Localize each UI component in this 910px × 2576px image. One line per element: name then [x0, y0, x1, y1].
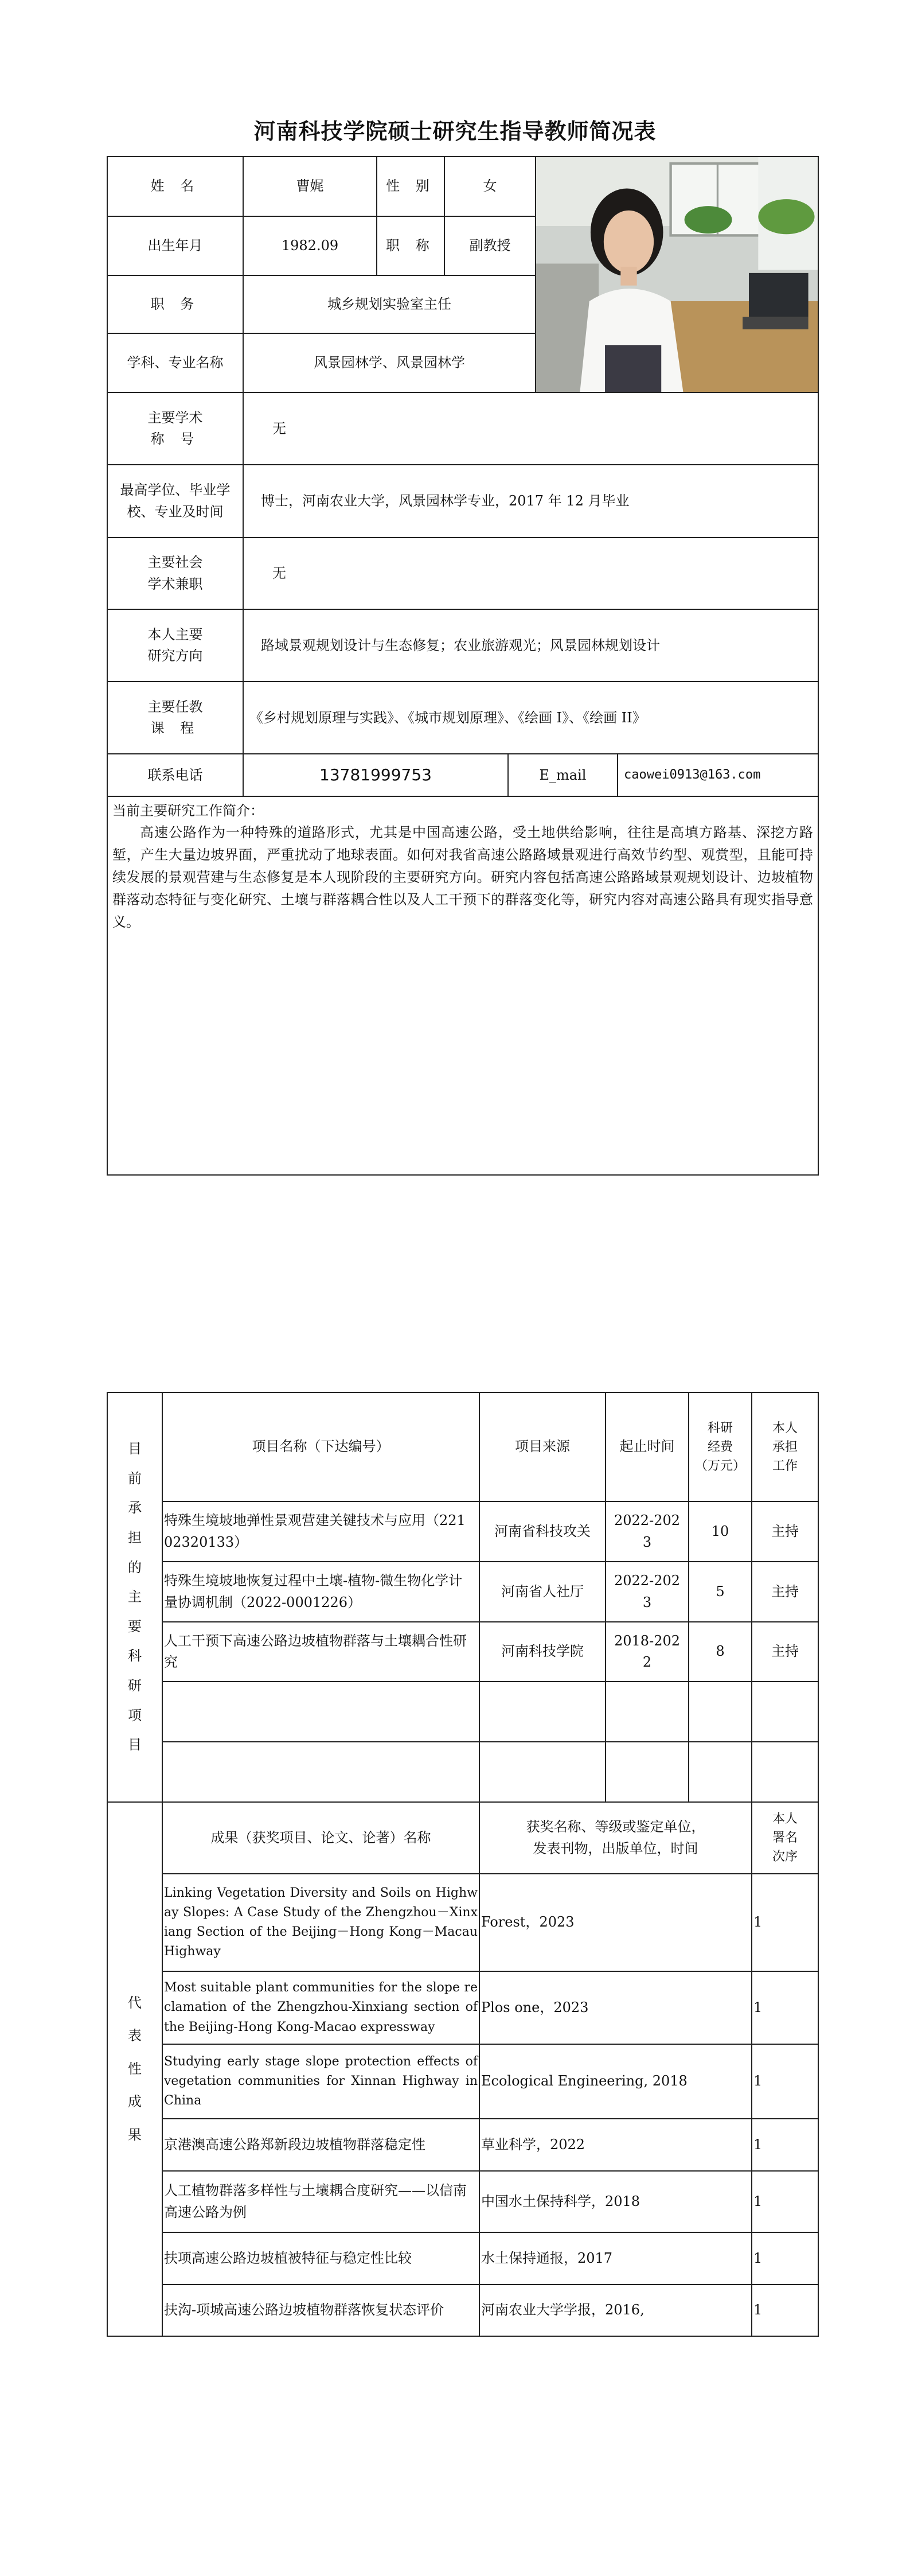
project-name: 特殊生境坡地恢复过程中土壤-植物-微生物化学计量协调机制（2022-0001226） — [162, 1562, 479, 1622]
email-label: E_mail — [508, 754, 618, 796]
table-row — [107, 2285, 818, 2336]
discipline-label: 学科、专业名称 — [107, 333, 243, 392]
project-source: 河南科技学院 — [479, 1622, 606, 1682]
birth-label: 出生年月 — [107, 216, 243, 275]
table-row — [107, 1562, 818, 1622]
project-funding: 5 — [689, 1562, 752, 1622]
courses-label — [107, 682, 243, 754]
phone-label: 联系电话 — [107, 754, 243, 796]
achievement-venue: Forest，2023 — [479, 1874, 752, 1971]
achievement-order: 1 — [752, 1874, 818, 1971]
project-period: 2022-2023 — [606, 1501, 689, 1562]
achievement-venue: 水土保持通报，2017 — [479, 2232, 752, 2285]
projects-side-char: 的 — [128, 1559, 142, 1575]
achievement-order: 1 — [752, 2285, 818, 2336]
project-period-header: 起止时间 — [606, 1392, 689, 1501]
projects-side-char: 目 — [128, 1441, 142, 1457]
achievement-venue-header: 获奖名称、等级或鉴定单位， 发表刊物，出版单位，时间 — [479, 1802, 752, 1874]
achievement-order: 1 — [752, 2232, 818, 2285]
achievement-venue: 河南农业大学学报，2016, — [479, 2285, 752, 2336]
post-label: 职 务 — [107, 275, 243, 334]
empty-cell — [162, 1682, 479, 1742]
degree-label-line2: 校、专业及时间 — [127, 503, 224, 520]
honor-label-line1: 主要学术 — [147, 409, 203, 426]
projects-side-char: 主 — [128, 1589, 142, 1605]
project-funding: 8 — [689, 1622, 752, 1682]
project-name-header: 项目名称（下达编号） — [162, 1392, 479, 1501]
empty-cell — [606, 1682, 689, 1742]
projects-side-char: 目 — [128, 1737, 142, 1753]
empty-cell — [752, 1742, 818, 1802]
achievement-name: Studying early stage slope protection effects of vegetation communities for Xinnan Highway in China — [162, 2044, 479, 2119]
portrait-photo — [536, 157, 818, 392]
achievement-order: 1 — [752, 2119, 818, 2171]
projects-side-char: 担 — [128, 1530, 142, 1546]
achievement-name: 人工植物群落多样性与土壤耦合度研究——以信南高速公路为例 — [162, 2171, 479, 2232]
projects-side-char: 项 — [128, 1707, 142, 1723]
empty-cell — [162, 1742, 479, 1802]
empty-cell — [752, 1682, 818, 1742]
project-source: 河南省人社厅 — [479, 1562, 606, 1622]
honor-label-line2: 称 号 — [150, 431, 200, 448]
degree-label — [107, 465, 243, 538]
social-label — [107, 538, 243, 609]
table-row — [107, 2232, 818, 2285]
courses-label-line1: 主要任教 — [147, 698, 203, 715]
birth-value: 1982.09 — [243, 216, 377, 275]
research-table — [107, 1392, 819, 2337]
achievement-order-header: 本人 署名 次序 — [752, 1802, 818, 1874]
project-source-header: 项目来源 — [479, 1392, 606, 1501]
table-row — [107, 1682, 818, 1742]
intro-heading: 当前主要研究工作简介： — [112, 803, 264, 819]
name-value: 曹娓 — [243, 157, 377, 216]
table-row — [107, 1742, 818, 1802]
achievements-side-label — [107, 1802, 162, 2336]
projects-side-char: 要 — [128, 1618, 142, 1635]
degree-value: 博士，河南农业大学，风景园林学专业，2017 年 12 月毕业 — [243, 465, 818, 538]
table-row — [107, 1874, 818, 1971]
research-label-line2: 研究方向 — [147, 648, 203, 664]
page-title: 河南科技学院硕士研究生指导教师简况表 — [253, 119, 657, 144]
table-row — [107, 1971, 818, 2044]
research-intro — [107, 796, 818, 1175]
discipline-value: 风景园林学、风景园林学 — [243, 333, 536, 392]
empty-cell — [689, 1682, 752, 1742]
degree-label-line1: 最高学位、毕业学 — [120, 482, 231, 499]
project-period: 2022-2023 — [606, 1562, 689, 1622]
projects-side-char: 研 — [128, 1677, 142, 1694]
courses-value: 《乡村规划原理与实践》、《城市规划原理》、《绘画 I》、《绘画 II》 — [243, 682, 818, 754]
achievement-name: Linking Vegetation Diversity and Soils on Highway Slopes: A Case Study of the Zhengzhou－Xinxiang Section of the Beijing－Hong Kong－Macau Highway — [162, 1874, 479, 1971]
gender-value: 女 — [444, 157, 536, 216]
achievements-side-char: 表 — [128, 2028, 142, 2044]
project-name: 人工干预下高速公路边坡植物群落与土壤耦合性研究 — [162, 1622, 479, 1682]
empty-cell — [689, 1742, 752, 1802]
portrait-image — [536, 157, 818, 392]
rank-value: 副教授 — [444, 216, 536, 275]
achievement-venue: Ecological Engineering, 2018 — [479, 2044, 752, 2119]
project-role-header: 本人 承担 工作 — [752, 1392, 818, 1501]
empty-cell — [479, 1742, 606, 1802]
table-row — [107, 2044, 818, 2119]
achievements-side-char: 代 — [128, 1994, 142, 2011]
table-row — [107, 1622, 818, 1682]
achievements-side-char: 成 — [128, 2094, 142, 2110]
project-role: 主持 — [752, 1562, 818, 1622]
project-funding: 10 — [689, 1501, 752, 1562]
projects-side-label — [107, 1392, 162, 1802]
achievement-name-header: 成果（获奖项目、论文、论著）名称 — [162, 1802, 479, 1874]
courses-label-line2: 课 程 — [150, 720, 200, 737]
table-row — [107, 2171, 818, 2232]
post-value: 城乡规划实验室主任 — [243, 275, 536, 334]
social-value: 无 — [243, 538, 818, 609]
projects-side-char: 承 — [128, 1500, 142, 1516]
achievements-side-char: 性 — [128, 2060, 142, 2077]
project-name: 特殊生境坡地弹性景观营建关键技术与应用（221023201​33） — [162, 1501, 479, 1562]
phone-value: 13781999753 — [243, 754, 508, 796]
email-value: caowei0913@163.com — [618, 754, 818, 796]
project-source: 河南省科技攻关 — [479, 1501, 606, 1562]
intro-body: 高速公路作为一种特殊的道路形式，尤其是中国高速公路，受土地供给影响，往往是高填方路基、深挖方路堑，产生大量边坡界面，严重扰动了地球表面。如何对我省高速公路路域景观进行高效节约型、观赏型，且能可持续发展的景观营建与生态修复是本人现阶段的主要研究方向。研究内容包括高速公路路域景观规划设计、边坡植物群落动态特征与变化研究、土壤与群落耦合性以及人工干预下的群落变化等，研究内容对高速公路具有现实指导意义。 — [112, 824, 813, 930]
project-funding-header: 科研 经费 （万元） — [689, 1392, 752, 1501]
projects-side-char: 科 — [128, 1648, 142, 1664]
achievements-side-char: 果 — [128, 2126, 142, 2143]
table-row — [107, 1501, 818, 1562]
project-period: 2018-2022 — [606, 1622, 689, 1682]
research-value: 路域景观规划设计与生态修复；农业旅游观光；风景园林规划设计 — [243, 609, 818, 682]
honor-value: 无 — [243, 392, 818, 465]
achievement-name: Most suitable plant communities for the slope reclamation of the Zhengzhou-Xinxiang section of the Beijing-Hong Kong-Macao expressway — [162, 1971, 479, 2044]
achievement-name: 扶沟-项城高速公路边坡植物群落恢复状态评价 — [162, 2285, 479, 2336]
profile-table — [107, 156, 819, 1176]
achievement-venue: 中国水土保持科学，2018 — [479, 2171, 752, 2232]
achievement-name: 扶项高速公路边坡植被特征与稳定性比较 — [162, 2232, 479, 2285]
empty-cell — [606, 1742, 689, 1802]
project-role: 主持 — [752, 1622, 818, 1682]
project-role: 主持 — [752, 1501, 818, 1562]
empty-cell — [479, 1682, 606, 1742]
achievement-venue: Plos one，2023 — [479, 1971, 752, 2044]
rank-label: 职 称 — [377, 216, 444, 275]
achievement-order: 1 — [752, 2171, 818, 2232]
social-label-line1: 主要社会 — [147, 554, 203, 571]
achievement-name: 京港澳高速公路郑新段边坡植物群落稳定性 — [162, 2119, 479, 2171]
projects-side-char: 前 — [128, 1470, 142, 1487]
honor-label — [107, 392, 243, 465]
gender-label: 性 别 — [377, 157, 444, 216]
achievement-venue: 草业科学，2022 — [479, 2119, 752, 2171]
achievement-order: 1 — [752, 2044, 818, 2119]
research-label-line1: 本人主要 — [147, 626, 203, 643]
research-label — [107, 609, 243, 682]
table-row — [107, 2119, 818, 2171]
name-label: 姓 名 — [107, 157, 243, 216]
achievement-order: 1 — [752, 1971, 818, 2044]
social-label-line2: 学术兼职 — [147, 575, 203, 592]
